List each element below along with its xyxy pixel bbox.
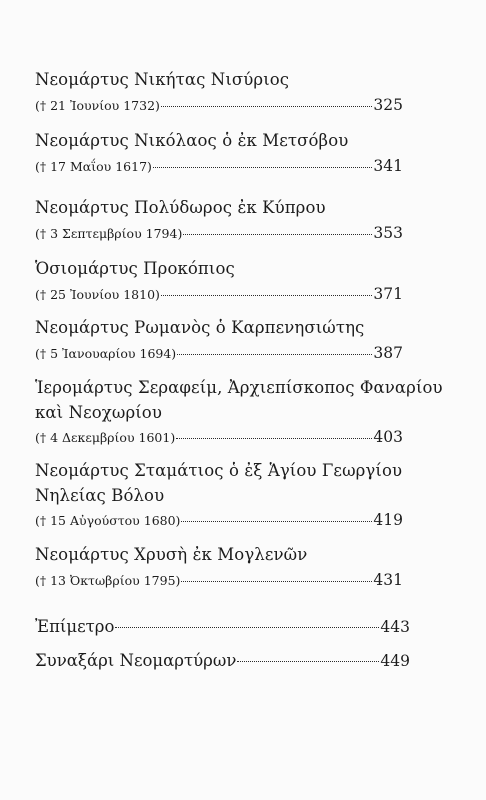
entry-title: Νεομάρτυς Νικήτας Νισύριος [35, 70, 290, 89]
entry-date-row [35, 571, 403, 589]
appendix-row [35, 617, 410, 636]
entry-date: († 15 Αὐγούστου 1680) [35, 513, 181, 528]
entry-page-number: 431 [373, 571, 403, 589]
entry-date: († 21 Ἰουνίου 1732) [35, 98, 160, 113]
dot-leader [115, 627, 379, 628]
entry-date: († 3 Σεπτεμβρίου 1794) [35, 226, 183, 241]
entry-title: Ὁσιομάρτυς Προκόπιος [35, 259, 235, 278]
dot-leader [161, 106, 373, 107]
dot-leader [181, 521, 372, 522]
entry-date-row [35, 96, 403, 114]
appendix-label: Συναξάρι Νεομαρτύρων [35, 651, 237, 670]
appendix-page-number: 449 [380, 652, 410, 670]
entry-title: Νεομάρτυς Ρωμανὸς ὁ Καρπενησιώτης [35, 318, 365, 337]
entry-page-number: 371 [373, 285, 403, 303]
entry-date-row [35, 344, 403, 362]
entry-title: Νεομάρτυς Πολύδωρος ἐκ Κύπρου [35, 198, 326, 217]
dot-leader [237, 661, 379, 662]
entry-title: Νεομάρτυς Σταμάτιος ὁ ἐξ Ἁγίου Γεωργίου [35, 461, 403, 480]
dot-leader [177, 354, 372, 355]
entry-title: Νεομάρτυς Νικόλαος ὁ ἐκ Μετσόβου [35, 131, 349, 150]
entry-page-number: 341 [373, 157, 403, 175]
entry-date: († 17 Μαΐου 1617) [35, 159, 152, 174]
entry-title-continued: καὶ Νεοχωρίου [35, 403, 162, 422]
entry-date: († 4 Δεκεμβρίου 1601) [35, 430, 176, 445]
dot-leader [181, 581, 372, 582]
entry-date-row [35, 285, 403, 303]
entry-date: († 5 Ἰανουαρίου 1694) [35, 346, 177, 361]
entry-page-number: 387 [373, 344, 403, 362]
entry-date-row [35, 511, 403, 529]
dot-leader [161, 295, 373, 296]
dot-leader [153, 167, 372, 168]
appendix-row [35, 651, 410, 670]
entry-page-number: 403 [373, 428, 403, 446]
entry-title: Ἱερομάρτυς Σεραφείμ, Ἀρχιεπίσκοπος Φαναρίου [35, 378, 443, 397]
entry-date-row [35, 157, 403, 175]
appendix-label: Ἐπίμετρο [35, 617, 115, 636]
entry-date-row [35, 224, 403, 242]
dot-leader [183, 234, 372, 235]
entry-title-continued: Νηλείας Βόλου [35, 486, 165, 505]
entry-page-number: 419 [373, 511, 403, 529]
entry-date-row [35, 428, 403, 446]
entry-title: Νεομάρτυς Χρυσὴ ἐκ Μογλενῶν [35, 545, 308, 564]
entry-date: († 25 Ἰουνίου 1810) [35, 287, 160, 302]
entry-date: († 13 Ὀκτωβρίου 1795) [35, 573, 181, 588]
dot-leader [176, 438, 372, 439]
appendix-page-number: 443 [380, 618, 410, 636]
entry-page-number: 353 [373, 224, 403, 242]
entry-page-number: 325 [373, 96, 403, 114]
